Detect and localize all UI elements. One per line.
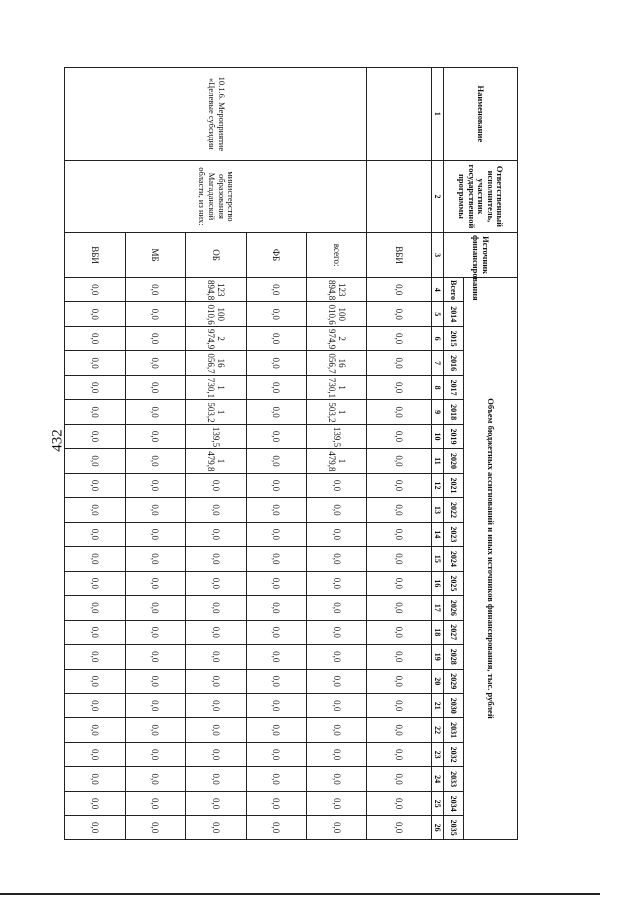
value-cell: 16 056,7	[307, 351, 367, 375]
value-cell: 0,0	[367, 816, 432, 840]
value-cell: 0,0	[125, 424, 185, 448]
value-cell: 0,0	[307, 742, 367, 766]
header-year: 2021	[444, 473, 464, 497]
value-cell: 0,0	[125, 645, 185, 669]
source-cell: ВБИ	[65, 233, 126, 278]
value-cell: 0,0	[367, 473, 432, 497]
header-col-number: 19	[432, 645, 444, 669]
value-cell: 0,0	[246, 473, 306, 497]
value-cell: 0,0	[367, 547, 432, 571]
value-cell: 0,0	[246, 767, 306, 791]
value-cell: 0,0	[125, 473, 185, 497]
total-cell: 123 894,8	[186, 278, 246, 302]
header-funding: Объем бюджетных ассигнований и иных источников финансирования, тыс. рублей	[464, 278, 518, 840]
value-cell: 0,0	[246, 645, 306, 669]
header-col-number: 24	[432, 767, 444, 791]
value-cell: 0,0	[307, 473, 367, 497]
value-cell: 0,0	[65, 400, 126, 424]
value-cell: 1 730,1	[186, 375, 246, 399]
header-year: 2019	[444, 424, 464, 448]
header-col-number: 26	[432, 816, 444, 840]
header-col-number: 14	[432, 522, 444, 546]
header-year: 2027	[444, 620, 464, 644]
value-cell: 2 974,9	[307, 326, 367, 350]
value-cell: 0,0	[367, 718, 432, 742]
value-cell: 0,0	[65, 767, 126, 791]
header-year: 2024	[444, 547, 464, 571]
header-year: 2015	[444, 326, 464, 350]
header-year: 2031	[444, 718, 464, 742]
value-cell: 0,0	[246, 400, 306, 424]
header-col-number: 13	[432, 498, 444, 522]
value-cell: 0,0	[367, 522, 432, 546]
value-cell: 0,0	[125, 571, 185, 595]
header-year: 2033	[444, 767, 464, 791]
header-col-number: 3	[432, 233, 444, 278]
value-cell: 0,0	[367, 351, 432, 375]
source-cell: ФБ	[246, 233, 306, 278]
value-cell: 0,0	[65, 742, 126, 766]
header-year: 2032	[444, 742, 464, 766]
value-cell: 1 479,8	[186, 449, 246, 473]
value-cell: 0,0	[125, 547, 185, 571]
header-year: 2028	[444, 645, 464, 669]
source-cell: ВБИ	[367, 233, 432, 278]
value-cell: 0,0	[307, 620, 367, 644]
value-cell: 0,0	[246, 351, 306, 375]
value-cell: 0,0	[186, 620, 246, 644]
header-year: 2029	[444, 669, 464, 693]
value-cell: 0,0	[65, 693, 126, 717]
value-cell: 0,0	[65, 424, 126, 448]
value-cell: 1 503,2	[186, 400, 246, 424]
total-cell: 0,0	[367, 278, 432, 302]
value-cell: 0,0	[65, 620, 126, 644]
value-cell: 0,0	[367, 693, 432, 717]
header-year: 2018	[444, 400, 464, 424]
name-cell: 10.1.6. Мероприятие «Целевые субсидии	[65, 68, 367, 161]
value-cell: 0,0	[65, 302, 126, 326]
value-cell: 0,0	[307, 718, 367, 742]
value-cell: 0,0	[125, 718, 185, 742]
value-cell: 139,5	[186, 424, 246, 448]
value-cell: 0,0	[367, 326, 432, 350]
header-year: 2035	[444, 816, 464, 840]
value-cell: 0,0	[246, 693, 306, 717]
value-cell: 0,0	[65, 498, 126, 522]
value-cell: 0,0	[367, 645, 432, 669]
header-name: Наименование	[444, 68, 518, 161]
total-cell: 0,0	[65, 278, 126, 302]
value-cell: 0,0	[125, 302, 185, 326]
responsible-cell: министерство образования Магаданской области, из них:	[65, 160, 367, 232]
total-cell: 0,0	[125, 278, 185, 302]
value-cell: 0,0	[125, 816, 185, 840]
header-col-number: 10	[432, 424, 444, 448]
header-responsible: Ответственный исполнитель, участник государственной программы	[444, 160, 518, 232]
value-cell: 0,0	[367, 596, 432, 620]
value-cell: 0,0	[186, 522, 246, 546]
header-col-number: 8	[432, 375, 444, 399]
header-col-number: 21	[432, 693, 444, 717]
value-cell: 0,0	[125, 791, 185, 815]
value-cell: 0,0	[246, 522, 306, 546]
value-cell: 0,0	[65, 326, 126, 350]
value-cell: 0,0	[246, 669, 306, 693]
responsible-cell-empty	[367, 160, 432, 232]
value-cell: 0,0	[65, 816, 126, 840]
value-cell: 0,0	[186, 669, 246, 693]
value-cell: 0,0	[307, 645, 367, 669]
value-cell: 0,0	[367, 400, 432, 424]
header-col-number: 12	[432, 473, 444, 497]
header-year: 2023	[444, 522, 464, 546]
value-cell: 0,0	[65, 449, 126, 473]
funding-table-viewport	[64, 67, 518, 840]
table-row	[307, 68, 367, 840]
header-col-number: 5	[432, 302, 444, 326]
value-cell: 0,0	[186, 816, 246, 840]
value-cell: 0,0	[125, 620, 185, 644]
value-cell: 0,0	[367, 424, 432, 448]
header-col-number: 7	[432, 351, 444, 375]
value-cell: 0,0	[307, 816, 367, 840]
value-cell: 0,0	[125, 375, 185, 399]
header-col-number: 17	[432, 596, 444, 620]
header-col-number: 2	[432, 160, 444, 232]
value-cell: 0,0	[65, 473, 126, 497]
value-cell: 0,0	[65, 571, 126, 595]
header-year: 2020	[444, 449, 464, 473]
header-year: 2026	[444, 596, 464, 620]
value-cell: 0,0	[246, 424, 306, 448]
header-year: 2030	[444, 693, 464, 717]
value-cell: 0,0	[186, 767, 246, 791]
value-cell: 0,0	[307, 547, 367, 571]
value-cell: 0,0	[246, 791, 306, 815]
header-year: 2017	[444, 375, 464, 399]
value-cell: 0,0	[65, 375, 126, 399]
value-cell: 0,0	[125, 693, 185, 717]
value-cell: 0,0	[246, 498, 306, 522]
value-cell: 0,0	[246, 816, 306, 840]
value-cell: 0,0	[186, 791, 246, 815]
value-cell: 0,0	[367, 669, 432, 693]
value-cell: 2 974,9	[186, 326, 246, 350]
header-source: Источник финансирования	[444, 233, 518, 278]
funding-table-rotated	[64, 67, 518, 840]
value-cell: 0,0	[186, 718, 246, 742]
value-cell: 0,0	[65, 791, 126, 815]
value-cell: 0,0	[186, 645, 246, 669]
total-cell: 0,0	[246, 278, 306, 302]
value-cell: 100 010,6	[307, 302, 367, 326]
value-cell: 0,0	[65, 547, 126, 571]
total-cell: 123 894,8	[307, 278, 367, 302]
value-cell: 0,0	[307, 693, 367, 717]
value-cell: 0,0	[186, 498, 246, 522]
value-cell: 16 056,7	[186, 351, 246, 375]
value-cell: 0,0	[307, 596, 367, 620]
value-cell: 0,0	[307, 522, 367, 546]
value-cell: 1 730,1	[307, 375, 367, 399]
value-cell: 0,0	[186, 571, 246, 595]
value-cell: 0,0	[246, 375, 306, 399]
header-col-number: 22	[432, 718, 444, 742]
value-cell: 0,0	[186, 693, 246, 717]
value-cell: 139,5	[307, 424, 367, 448]
value-cell: 0,0	[125, 596, 185, 620]
source-cell: МБ	[125, 233, 185, 278]
value-cell: 0,0	[246, 571, 306, 595]
value-cell: 0,0	[125, 742, 185, 766]
value-cell: 0,0	[367, 449, 432, 473]
value-cell: 0,0	[246, 718, 306, 742]
value-cell: 0,0	[367, 791, 432, 815]
header-col-number: 15	[432, 547, 444, 571]
header-col-number: 25	[432, 791, 444, 815]
header-col-number: 1	[432, 68, 444, 161]
value-cell: 0,0	[367, 375, 432, 399]
header-col-number: 9	[432, 400, 444, 424]
value-cell: 0,0	[307, 767, 367, 791]
value-cell: 0,0	[186, 596, 246, 620]
value-cell: 0,0	[246, 620, 306, 644]
value-cell: 0,0	[246, 596, 306, 620]
value-cell: 0,0	[246, 742, 306, 766]
value-cell: 1 479,8	[307, 449, 367, 473]
value-cell: 0,0	[307, 791, 367, 815]
header-col-number: 4	[432, 278, 444, 302]
value-cell: 0,0	[125, 326, 185, 350]
value-cell: 0,0	[125, 522, 185, 546]
header-col-number: 23	[432, 742, 444, 766]
value-cell: 0,0	[186, 473, 246, 497]
value-cell: 0,0	[125, 498, 185, 522]
table-row	[367, 68, 432, 840]
value-cell: 0,0	[186, 742, 246, 766]
value-cell: 0,0	[125, 449, 185, 473]
header-col-number: 20	[432, 669, 444, 693]
value-cell: 0,0	[65, 645, 126, 669]
header-col-number: 6	[432, 326, 444, 350]
value-cell: 0,0	[367, 571, 432, 595]
header-year: 2022	[444, 498, 464, 522]
value-cell: 0,0	[65, 669, 126, 693]
value-cell: 0,0	[65, 596, 126, 620]
value-cell: 0,0	[367, 302, 432, 326]
header-year: 2025	[444, 571, 464, 595]
value-cell: 0,0	[367, 742, 432, 766]
value-cell: 0,0	[307, 669, 367, 693]
value-cell: 0,0	[367, 498, 432, 522]
source-cell: ОБ	[186, 233, 246, 278]
header-col-number: 11	[432, 449, 444, 473]
value-cell: 0,0	[246, 449, 306, 473]
value-cell: 1 503,2	[307, 400, 367, 424]
value-cell: 0,0	[65, 522, 126, 546]
header-col-number: 16	[432, 571, 444, 595]
page-number: 432	[49, 429, 66, 452]
bottom-rule	[0, 893, 600, 895]
header-col-number: 18	[432, 620, 444, 644]
funding-table	[64, 67, 518, 840]
value-cell: 0,0	[65, 718, 126, 742]
header-year: 2034	[444, 791, 464, 815]
header-total: Всего	[444, 278, 464, 302]
value-cell: 100 010,6	[186, 302, 246, 326]
value-cell: 0,0	[246, 326, 306, 350]
value-cell: 0,0	[186, 547, 246, 571]
header-year: 2014	[444, 302, 464, 326]
value-cell: 0,0	[125, 767, 185, 791]
value-cell: 0,0	[367, 620, 432, 644]
value-cell: 0,0	[246, 547, 306, 571]
name-cell-empty	[367, 68, 432, 161]
source-cell: всего:	[307, 233, 367, 278]
value-cell: 0,0	[125, 351, 185, 375]
value-cell: 0,0	[307, 571, 367, 595]
value-cell: 0,0	[125, 669, 185, 693]
value-cell: 0,0	[246, 302, 306, 326]
value-cell: 0,0	[367, 767, 432, 791]
value-cell: 0,0	[125, 400, 185, 424]
value-cell: 0,0	[65, 351, 126, 375]
header-year: 2016	[444, 351, 464, 375]
value-cell: 0,0	[307, 498, 367, 522]
